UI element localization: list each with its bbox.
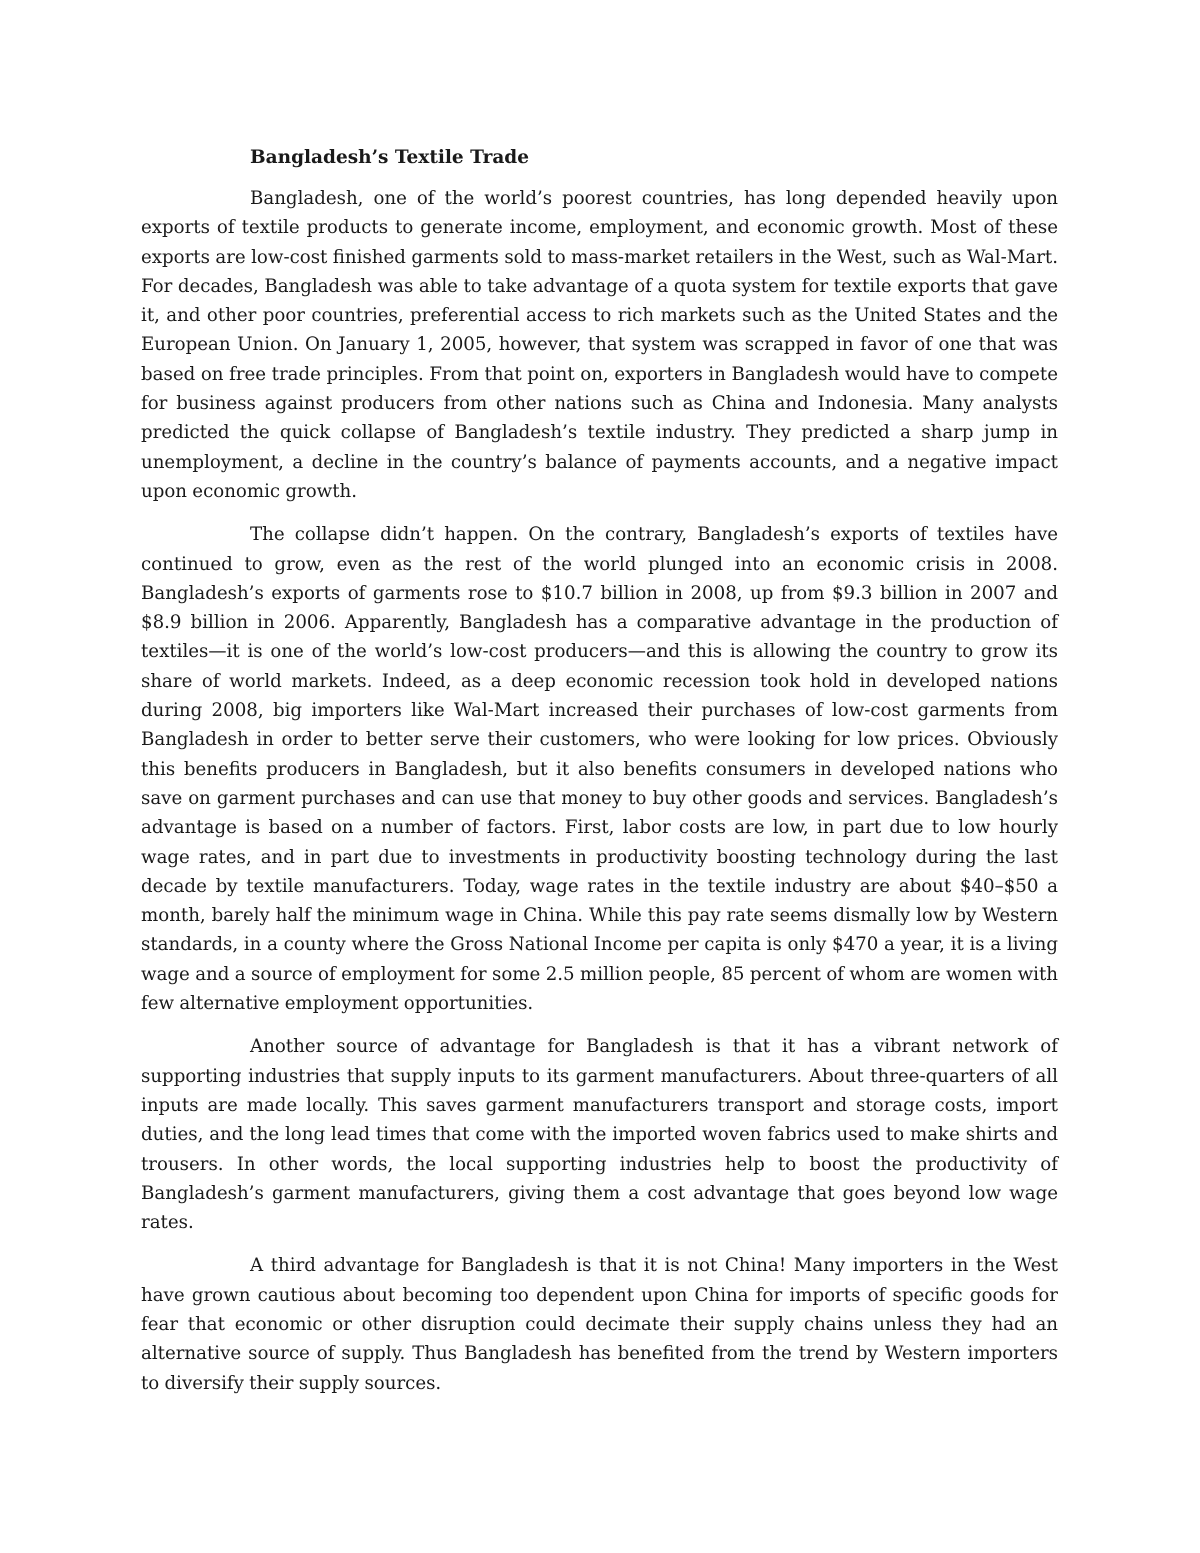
paragraph-supporting-industries: Another source of advantage for Bangladesh is that it has a vibrant network of supporting industries that supply inputs to its garment manufacturers. About three-quarters of all inputs are made locally. This saves garment manufacturers transport and storage costs, import duties, and the long lead times that come with the imported woven fabrics used to make shirts and trousers. In other words, the local supporting industries help to boost the productivity of Bangladesh’s garment manufacturers, giving them a cost advantage that goes beyond low wage rates. [141, 1036, 1058, 1234]
document-body [141, 143, 1058, 1412]
paragraph-intro: Bangladesh, one of the world’s poorest countries, has long depended heavily upon exports of textile products to generate income, employment, and economic growth. Most of these exports are low-cost finished garments sold to mass-market retailers in the West, such as Wal-Mart. For decades, Bangladesh was able to take advantage of a quota system for textile exports that gave it, and other poor countries, preferential access to rich markets such as the United States and the European Union. On January 1, 2005, however, that system was scrapped in favor of one that was based on free trade principles. From that point on, exporters in Bangladesh would have to compete for business against producers from other nations such as China and Indonesia. Many analysts predicted the quick collapse of Bangladesh’s textile industry. They predicted a sharp jump in unemployment, a decline in the country’s balance of payments accounts, and a negative impact upon economic growth. [141, 188, 1058, 502]
paragraph-collapse: The collapse didn’t happen. On the contrary, Bangladesh’s exports of textiles have continued to grow, even as the rest of the world plunged into an economic crisis in 2008. Bangladesh’s exports of garments rose to $10.7 billion in 2008, up from $9.3 billion in 2007 and $8.9 billion in 2006. Apparently, Bangladesh has a comparative advantage in the production of textiles—it is one of the world’s low-cost producers—and this is allowing the country to grow its share of world markets. Indeed, as a deep economic recession took hold in developed nations during 2008, big importers like Wal-Mart increased their purchases of low-cost garments from Bangladesh in order to better serve their customers, who were looking for low prices. Obviously this benefits producers in Bangladesh, but it also benefits consumers in developed nations who save on garment purchases and can use that money to buy other goods and services. Bangladesh’s advantage is based on a number of factors. First, labor costs are low, in part due to low hourly wage rates, and in part due to investments in productivity boosting technology during the last decade by textile manufacturers. Today, wage rates in the textile industry are about $40–$50 a month, barely half the minimum wage in China. While this pay rate seems dismally low by Western standards, in a county where the Gross National Income per capita is only $470 a year, it is a living wage and a source of employment for some 2.5 million people, 85 percent of whom are women with few alternative employment opportunities. [141, 524, 1058, 1015]
document-title: Bangladesh’s Textile Trade [250, 147, 530, 168]
paragraph-not-china: A third advantage for Bangladesh is that it is not China! Many importers in the West have grown cautious about becoming too dependent upon China for imports of specific goods for fear that economic or other disruption could decimate their supply chains unless they had an alternative source of supply. Thus Bangladesh has benefited from the trend by Western importers to diversify their supply sources. [141, 1255, 1058, 1394]
